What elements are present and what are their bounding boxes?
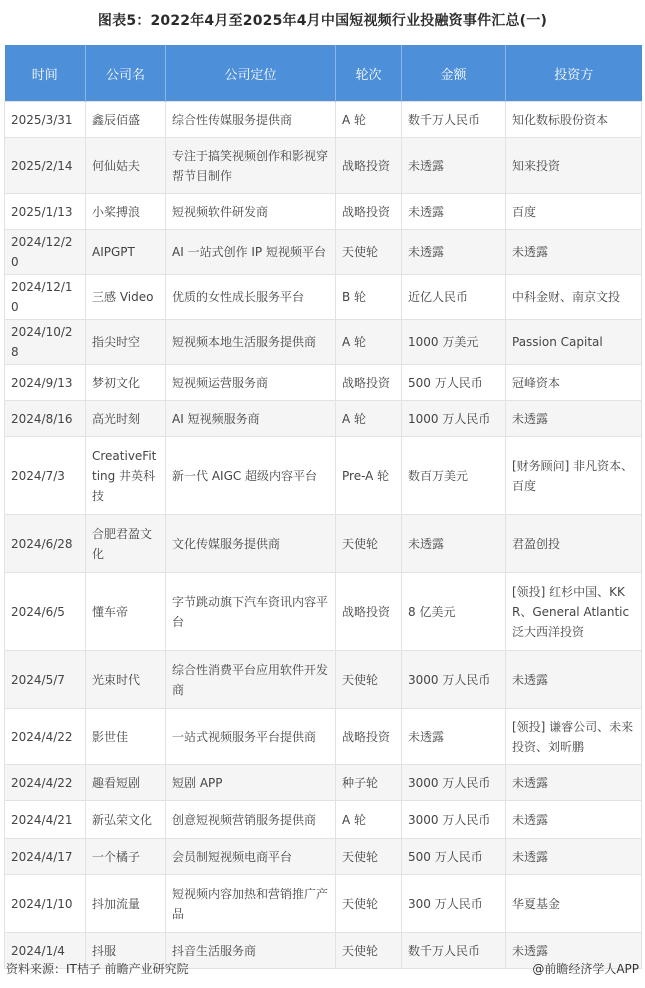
cell-round: B 轮 [336, 275, 402, 320]
cell-date: 2025/2/14 [5, 138, 86, 194]
cell-round: 战略投资 [336, 709, 402, 765]
cell-amount: 1000 万美元 [402, 320, 506, 365]
cell-round: A 轮 [336, 320, 402, 365]
cell-positioning: 文化传媒服务提供商 [166, 515, 336, 573]
cell-date: 2025/3/31 [5, 102, 86, 138]
cell-date: 2024/10/28 [5, 320, 86, 365]
cell-company: 光束时代 [86, 651, 166, 709]
table-body [5, 102, 642, 969]
cell-amount: 未透露 [402, 515, 506, 573]
cell-date: 2024/1/10 [5, 875, 86, 933]
cell-positioning: 短视频本地生活服务提供商 [166, 320, 336, 365]
cell-investors: 未透露 [506, 401, 642, 437]
cell-company: 抖服 [86, 933, 166, 969]
cell-positioning: 短视频内容加热和营销推广产品 [166, 875, 336, 933]
brand-label: @前瞻经济学人APP [532, 962, 639, 976]
cell-amount: 未透露 [402, 194, 506, 230]
table-row [5, 320, 642, 365]
cell-amount: 3000 万人民币 [402, 651, 506, 709]
investment-events-table [4, 45, 642, 969]
column-header-round: 轮次 [336, 45, 402, 102]
cell-date: 2024/6/28 [5, 515, 86, 573]
cell-positioning: 短视频软件研发商 [166, 194, 336, 230]
cell-amount: 数千万人民币 [402, 102, 506, 138]
cell-positioning: 优质的女性成长服务平台 [166, 275, 336, 320]
table-row [5, 138, 642, 194]
cell-date: 2024/12/10 [5, 275, 86, 320]
cell-amount: 500 万人民币 [402, 839, 506, 875]
table-row [5, 839, 642, 875]
cell-investors: 未透露 [506, 651, 642, 709]
cell-round: 战略投资 [336, 194, 402, 230]
cell-investors: 华夏基金 [506, 875, 642, 933]
cell-investors: 冠峰资本 [506, 365, 642, 401]
cell-positioning: AI 一站式创作 IP 短视频平台 [166, 230, 336, 275]
table-row [5, 437, 642, 515]
cell-amount: 500 万人民币 [402, 365, 506, 401]
cell-amount: 近亿人民币 [402, 275, 506, 320]
page-title: 图表5：2022年4月至2025年4月中国短视频行业投融资事件汇总(一) [97, 13, 548, 29]
cell-date: 2024/7/3 [5, 437, 86, 515]
cell-round: 种子轮 [336, 765, 402, 801]
cell-date: 2024/9/13 [5, 365, 86, 401]
cell-company: 鑫辰佰盛 [86, 102, 166, 138]
table-row [5, 401, 642, 437]
cell-company: AIPGPT [86, 230, 166, 275]
cell-round: 天使轮 [336, 839, 402, 875]
cell-company: 何仙姑夫 [86, 138, 166, 194]
cell-round: A 轮 [336, 401, 402, 437]
cell-company: 三感 Video [86, 275, 166, 320]
cell-company: 高光时刻 [86, 401, 166, 437]
cell-date: 2024/12/20 [5, 230, 86, 275]
table-row [5, 573, 642, 651]
cell-positioning: 字节跳动旗下汽车资讯内容平台 [166, 573, 336, 651]
cell-round: 天使轮 [336, 875, 402, 933]
cell-round: 战略投资 [336, 138, 402, 194]
cell-investors: 中科金财、南京文投 [506, 275, 642, 320]
cell-company: CreativeFitting 井英科技 [86, 437, 166, 515]
cell-date: 2024/4/22 [5, 765, 86, 801]
cell-amount: 1000 万人民币 [402, 401, 506, 437]
cell-investors: 未透露 [506, 839, 642, 875]
cell-positioning: 短视频运营服务商 [166, 365, 336, 401]
cell-investors: 知来投资 [506, 138, 642, 194]
table-row [5, 365, 642, 401]
column-header-positioning: 公司定位 [166, 45, 336, 102]
cell-amount: 8 亿美元 [402, 573, 506, 651]
cell-company: 小桨搏浪 [86, 194, 166, 230]
cell-company: 合肥君盈文化 [86, 515, 166, 573]
cell-investors: 未透露 [506, 933, 642, 969]
cell-investors: 未透露 [506, 230, 642, 275]
column-header-amount: 金额 [402, 45, 506, 102]
cell-date: 2024/5/7 [5, 651, 86, 709]
cell-investors: [领投] 谦睿公司、未来投资、刘昕鹏 [506, 709, 642, 765]
table-row [5, 709, 642, 765]
cell-investors: 未透露 [506, 801, 642, 839]
source-note: 资料来源：IT桔子 前瞻产业研究院 [6, 962, 189, 976]
cell-investors: Passion Capital [506, 320, 642, 365]
cell-round: 天使轮 [336, 515, 402, 573]
cell-round: 战略投资 [336, 573, 402, 651]
cell-date: 2024/8/16 [5, 401, 86, 437]
table-row [5, 801, 642, 839]
cell-positioning: 一站式视频服务平台提供商 [166, 709, 336, 765]
cell-date: 2024/4/21 [5, 801, 86, 839]
cell-positioning: 会员制短视频电商平台 [166, 839, 336, 875]
table-row [5, 275, 642, 320]
cell-company: 抖加流量 [86, 875, 166, 933]
cell-round: 天使轮 [336, 933, 402, 969]
cell-amount: 未透露 [402, 230, 506, 275]
cell-investors: 知化数标股份资本 [506, 102, 642, 138]
cell-investors: 君盈创投 [506, 515, 642, 573]
cell-positioning: 综合性传媒服务提供商 [166, 102, 336, 138]
cell-positioning: 新一代 AIGC 超级内容平台 [166, 437, 336, 515]
cell-date: 2024/4/22 [5, 709, 86, 765]
cell-amount: 未透露 [402, 709, 506, 765]
table-row [5, 765, 642, 801]
table-row [5, 102, 642, 138]
cell-positioning: AI 短视频服务商 [166, 401, 336, 437]
cell-amount: 3000 万人民币 [402, 765, 506, 801]
cell-company: 梦初文化 [86, 365, 166, 401]
cell-round: 天使轮 [336, 230, 402, 275]
cell-round: A 轮 [336, 102, 402, 138]
cell-investors: [财务顾问] 非凡资本、百度 [506, 437, 642, 515]
table-row [5, 875, 642, 933]
cell-positioning: 短剧 APP [166, 765, 336, 801]
cell-company: 一个橘子 [86, 839, 166, 875]
cell-investors: [领投] 红杉中国、KKR、General Atlantic 泛大西洋投资 [506, 573, 642, 651]
cell-company: 影世佳 [86, 709, 166, 765]
cell-amount: 未透露 [402, 138, 506, 194]
cell-date: 2024/1/4 [5, 933, 86, 969]
cell-investors: 百度 [506, 194, 642, 230]
cell-positioning: 专注于搞笑视频创作和影视穿帮节目制作 [166, 138, 336, 194]
cell-round: Pre-A 轮 [336, 437, 402, 515]
cell-company: 新弘荣文化 [86, 801, 166, 839]
cell-amount: 数百万美元 [402, 437, 506, 515]
cell-investors: 未透露 [506, 765, 642, 801]
cell-company: 趣看短剧 [86, 765, 166, 801]
cell-company: 指尖时空 [86, 320, 166, 365]
cell-date: 2024/4/17 [5, 839, 86, 875]
cell-company: 懂车帝 [86, 573, 166, 651]
cell-round: 天使轮 [336, 651, 402, 709]
table-row [5, 194, 642, 230]
table-row [5, 230, 642, 275]
cell-positioning: 创意短视频营销服务提供商 [166, 801, 336, 839]
cell-amount: 3000 万人民币 [402, 801, 506, 839]
cell-round: 战略投资 [336, 365, 402, 401]
column-header-date: 时间 [5, 45, 86, 102]
table-header-row [5, 45, 642, 102]
cell-positioning: 抖音生活服务商 [166, 933, 336, 969]
cell-amount: 数千万人民币 [402, 933, 506, 969]
table-row [5, 651, 642, 709]
column-header-company: 公司名 [86, 45, 166, 102]
column-header-investors: 投资方 [506, 45, 642, 102]
cell-date: 2024/6/5 [5, 573, 86, 651]
cell-positioning: 综合性消费平台应用软件开发商 [166, 651, 336, 709]
cell-amount: 300 万人民币 [402, 875, 506, 933]
table-row [5, 515, 642, 573]
cell-date: 2025/1/13 [5, 194, 86, 230]
cell-round: A 轮 [336, 801, 402, 839]
